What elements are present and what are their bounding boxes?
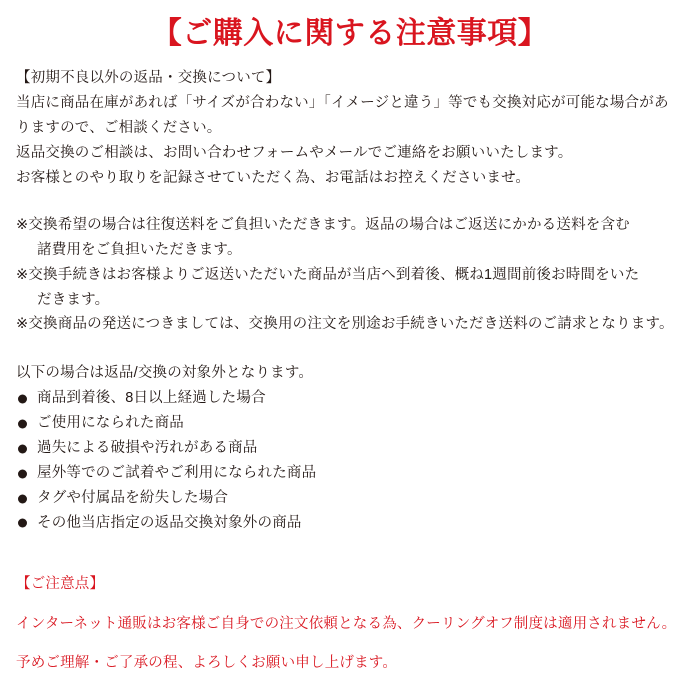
section-returns-line-4: お客様とのやり取りを記録させていただく為、お電話はお控えくださいませ。 [16,169,531,186]
shipping-note-1-line-2: 諸費用をご負担いただきます。 [37,241,242,258]
shipping-note-2-line-1: ※交換手続きはお客様よりご返送いただいた商品が当店へ到着後、概ね1週間前後お時間をいた [16,266,640,283]
section-returns-line-2: りますので、ご相談ください。 [16,119,222,136]
bullet-dot-icon [18,419,27,428]
section-returns-exchanges [16,66,684,191]
list-item [16,411,684,436]
bullet-dot-icon [18,519,27,528]
spacer-1 [16,191,684,213]
exclusions-list [16,386,684,536]
bullet-dot-icon [18,394,27,403]
bullet-dot-icon [18,444,27,453]
list-item-label: タグや付属品を紛失した場合 [37,490,229,507]
spacer-2 [16,337,684,361]
bullet-dot-icon [18,469,27,478]
list-item [16,436,684,461]
section-shipping-notes [16,213,684,338]
shipping-note-2-line-2: だきます。 [37,291,110,308]
section-returns-line-3: 返品交換のご相談は、お問い合わせフォームやメールでご連絡をお願いいたします。 [16,144,573,161]
list-item-label: その他当店指定の返品交換対象外の商品 [37,515,302,531]
section-returns-line-1: 当店に商品在庫があれば「サイズが合わない」「イメージと違う」等でも交換対応が可能な場合があ [16,94,669,111]
caution-line-2: 予めご理解・ご了承の程、よろしくお願い申し上げます。 [16,655,398,672]
exclusions-heading: 以下の場合は返品/交換の対象外となります。 [16,365,314,382]
caution-line-1: インターネット通販はお客様ご自身での注文依頼となる為、クーリングオフ制度は適用されません。 [16,615,677,632]
shipping-note-3-line-1: ※交換商品の発送につきましては、交換用の注文を別途お手続きいただき送料のご請求となります。 [16,316,674,333]
page-title: 【ご購入に関する注意事項】 [151,17,549,50]
list-item [16,486,684,511]
list-item-label: 商品到着後、8日以上経過した場合 [37,390,266,407]
caution-heading: 【ご注意点】 [16,576,105,593]
list-item-label: ご使用になられた商品 [37,415,184,432]
list-item-label: 過失による破損や汚れがある商品 [37,440,258,457]
shipping-note-3 [16,312,684,337]
section-caution [16,572,684,676]
shipping-note-1-line-1: ※交換希望の場合は往復送料をご負担いただきます。返品の場合はご返送にかかる送料を含む [16,216,630,233]
list-item [16,511,684,536]
shipping-note-1 [16,213,684,263]
list-item [16,461,684,486]
spacer-3 [16,536,684,558]
shipping-note-2 [16,263,684,313]
list-item [16,386,684,411]
bullet-dot-icon [18,494,27,503]
section-exclusions [16,361,684,536]
list-item-label: 屋外等でのご試着やご利用になられた商品 [37,465,317,482]
section-returns-heading: 【初期不良以外の返品・交換について】 [16,70,281,86]
